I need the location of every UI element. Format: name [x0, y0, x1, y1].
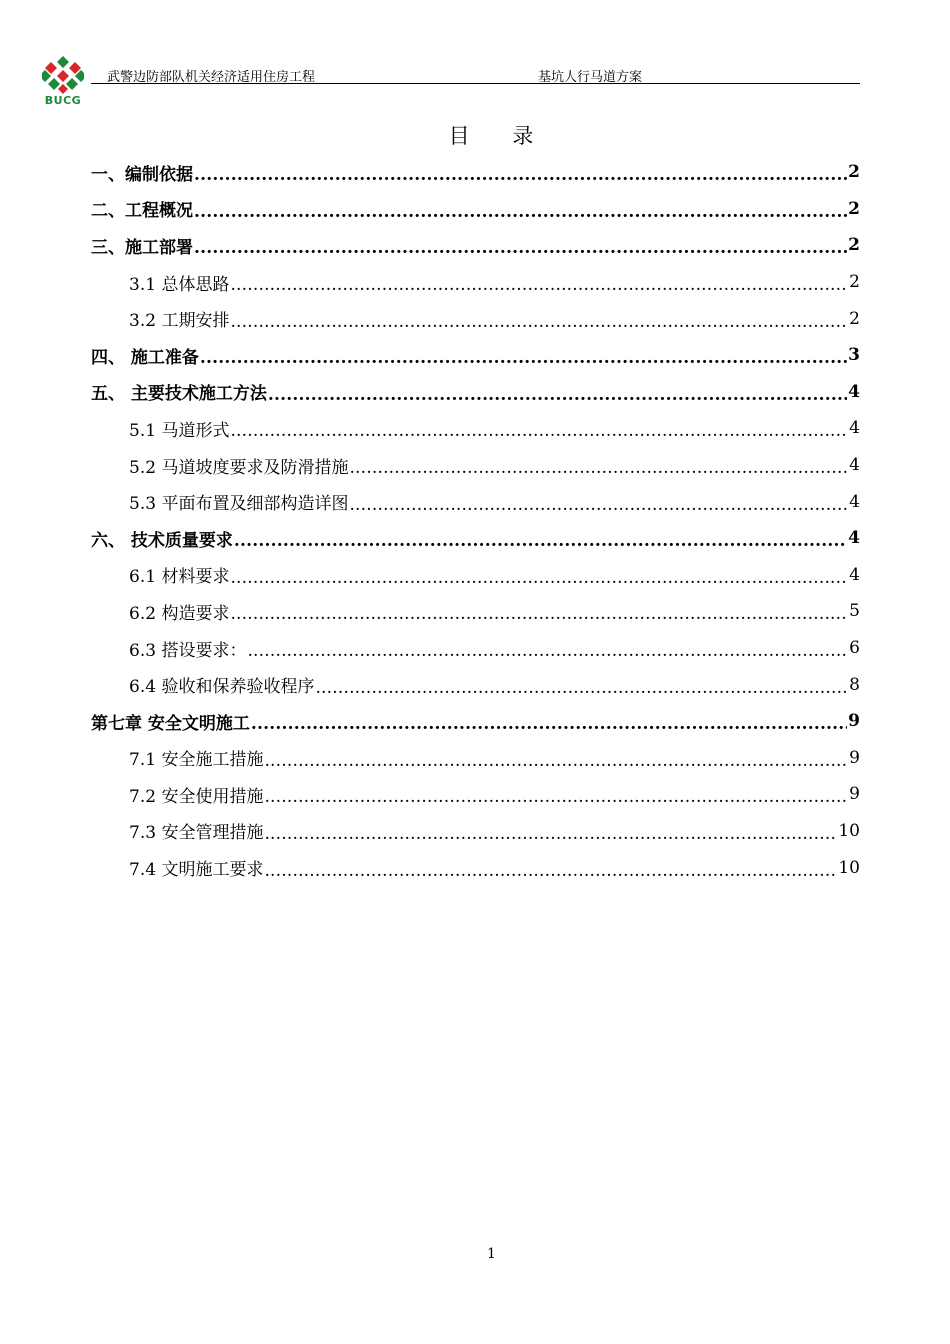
toc-entry-label: 6.4 验收和保养验收程序: [129, 677, 315, 698]
toc-leader-dots: [264, 751, 848, 771]
toc-leader-dots: [230, 568, 848, 588]
toc-entry[interactable]: [91, 666, 860, 703]
toc-entry-page: 2: [848, 162, 860, 183]
toc-entry-page: 9: [849, 784, 860, 805]
toc-entry[interactable]: [91, 374, 860, 411]
toc-entry[interactable]: [91, 740, 860, 777]
toc-entry-label: 三、施工部署: [91, 237, 193, 258]
toc-entry-page: 2: [848, 198, 860, 219]
toc-entry-page: 6: [849, 638, 860, 659]
toc-entry[interactable]: [91, 410, 860, 447]
toc-entry[interactable]: [91, 264, 860, 301]
toc-entry-label: 6.2 构造要求: [129, 603, 230, 624]
toc-entry-label: 7.4 文明施工要求: [129, 860, 264, 881]
toc-leader-dots: [349, 495, 848, 515]
toc-leader-dots: [315, 678, 848, 698]
toc-entry-page: 4: [849, 491, 860, 512]
toc-entry-label: 3.1 总体思路: [129, 274, 230, 295]
toc-leader-dots: [264, 787, 848, 807]
toc-entry[interactable]: [91, 227, 860, 264]
toc-entry[interactable]: [91, 337, 860, 374]
toc-entry-label: 3.2 工期安排: [129, 311, 230, 332]
toc-entry[interactable]: [91, 191, 860, 228]
toc-entry[interactable]: [91, 520, 860, 557]
toc-leader-dots: [194, 202, 847, 222]
toc-entry-label: 二、工程概况: [91, 201, 193, 222]
toc-entry-page: 4: [849, 455, 860, 476]
toc-leader-dots: [251, 714, 847, 734]
toc-entry-label: 5.2 马道坡度要求及防滑措施: [129, 457, 349, 478]
toc-leader-dots: [230, 312, 848, 332]
toc-entry-page: 10: [838, 857, 860, 878]
toc-entry[interactable]: [91, 813, 860, 850]
toc-entry-label: 5.1 马道形式: [129, 420, 230, 441]
toc-entry-label: 7.3 安全管理措施: [129, 823, 264, 844]
toc-leader-dots: [194, 238, 847, 258]
toc-entry-page: 9: [849, 747, 860, 768]
toc-entry-page: 2: [849, 308, 860, 329]
toc-entry[interactable]: [91, 447, 860, 484]
toc-entry-page: 2: [848, 235, 860, 256]
header-project: 武警边防部队机关经济适用住房工程: [107, 70, 316, 85]
toc-leader-dots: [230, 604, 848, 624]
toc-leader-dots: [230, 275, 848, 295]
toc-entry-label: 四、 施工准备: [91, 347, 199, 368]
toc-entry[interactable]: [91, 300, 860, 337]
toc-entry[interactable]: [91, 557, 860, 594]
toc-entry-label: 6.3 搭设要求：: [129, 640, 247, 661]
toc-entry[interactable]: [91, 154, 860, 191]
toc-entry-page: 9: [848, 711, 860, 732]
toc-leader-dots: [230, 421, 848, 441]
header-rule: [91, 83, 860, 84]
toc-title: 目 录: [448, 124, 552, 148]
toc-entry[interactable]: [91, 776, 860, 813]
toc-entry-label: 六、 技术质量要求: [91, 530, 233, 551]
toc-entry[interactable]: [91, 849, 860, 886]
toc-entry-page: 2: [849, 272, 860, 293]
page-number: 1: [487, 1246, 496, 1262]
header-doc-title: 基坑人行马道方案: [538, 70, 643, 85]
toc-entry-page: 3: [848, 345, 860, 366]
toc-entry[interactable]: [91, 630, 860, 667]
toc-entry-label: 五、 主要技术施工方法: [91, 384, 267, 405]
toc-entry-label: 一、编制依据: [91, 164, 193, 185]
toc-entry-page: 5: [849, 601, 860, 622]
bucg-logo-icon: [42, 56, 84, 96]
toc-entry-label: 第七章 安全文明施工: [91, 713, 250, 734]
toc-leader-dots: [264, 824, 837, 844]
toc-entry-label: 7.1 安全施工措施: [129, 750, 264, 771]
toc-leader-dots: [234, 531, 847, 551]
toc-entry-page: 10: [838, 820, 860, 841]
toc-leader-dots: [349, 458, 848, 478]
toc-entry[interactable]: [91, 703, 860, 740]
toc-leader-dots: [268, 385, 847, 405]
toc-entry-page: 4: [848, 528, 860, 549]
toc-leader-dots: [247, 641, 848, 661]
table-of-contents: [91, 154, 860, 886]
logo-text: BUCG: [44, 94, 82, 107]
bucg-logo: [42, 56, 84, 108]
toc-entry-page: 8: [849, 674, 860, 695]
toc-entry[interactable]: [91, 483, 860, 520]
toc-entry[interactable]: [91, 593, 860, 630]
toc-leader-dots: [194, 165, 847, 185]
toc-leader-dots: [264, 861, 837, 881]
toc-entry-page: 4: [849, 418, 860, 439]
toc-entry-page: 4: [849, 564, 860, 585]
toc-entry-label: 7.2 安全使用措施: [129, 786, 264, 807]
toc-entry-label: 5.3 平面布置及细部构造详图: [129, 494, 349, 515]
toc-leader-dots: [200, 348, 847, 368]
toc-entry-page: 4: [848, 381, 860, 402]
toc-entry-label: 6.1 材料要求: [129, 567, 230, 588]
